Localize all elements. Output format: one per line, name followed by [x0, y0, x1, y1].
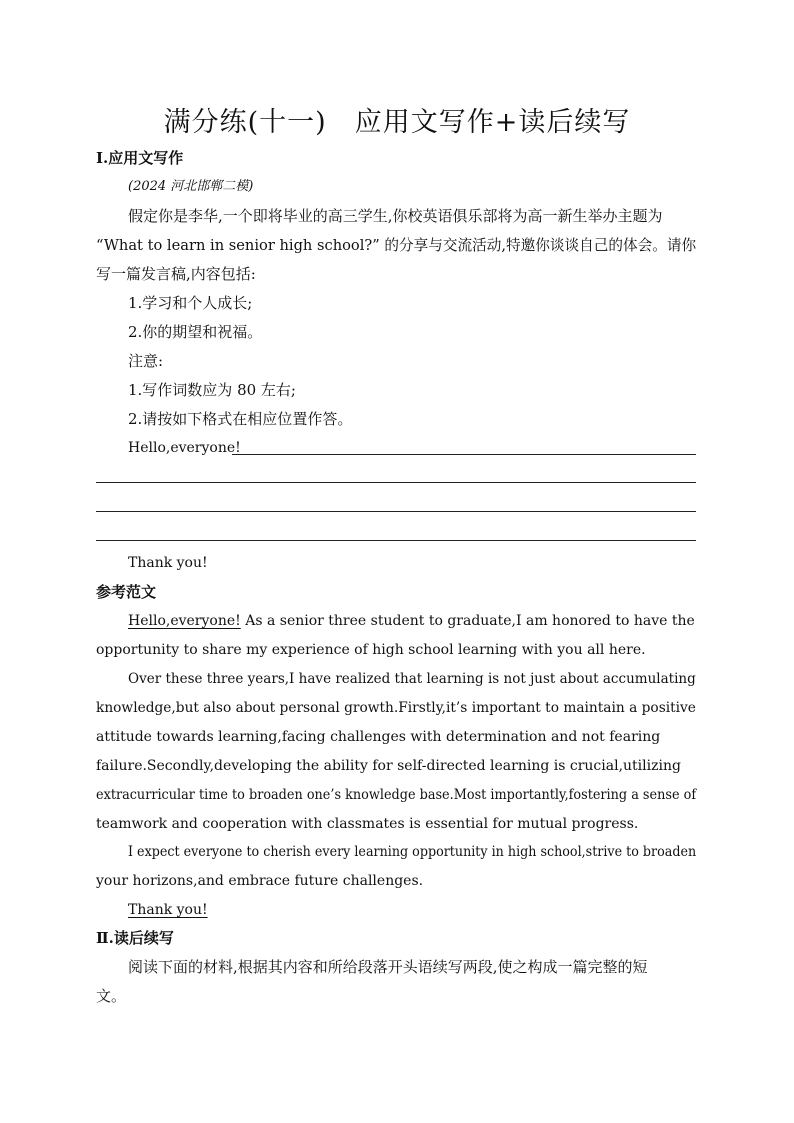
- answer-line-3[interactable]: [96, 511, 696, 512]
- sample-p1-line1-rest: As a senior three student to graduate,I am honored to have the: [240, 613, 695, 629]
- section2-instruction-line2: 文。: [96, 987, 127, 1005]
- answer-line-4[interactable]: [96, 540, 696, 541]
- section2-instruction-line1: 阅读下面的材料,根据其内容和所给段落开头语续写两段,使之构成一篇完整的短: [128, 958, 648, 976]
- sample-p1-line1: [128, 611, 695, 631]
- sample-p1-line2: opportunity to share my experience of high school learning with you all here.: [96, 642, 646, 658]
- sample-closing: Thank you!: [128, 902, 208, 918]
- source-note: (2024 河北邯郸二模): [128, 179, 254, 194]
- prompt-line-1: 假定你是李华,一个即将毕业的高三学生,你校英语俱乐部将为高一新生举办主题为: [128, 207, 663, 225]
- content-point-1: 1.学习和个人成长;: [128, 294, 253, 312]
- sample-p2-line5: extracurricular time to broaden one’s knowledge base.Most importantly,fostering a sense of: [96, 787, 697, 803]
- greeting-text: Hello,everyone!: [128, 440, 241, 456]
- note-1: 1.写作词数应为 80 左右;: [128, 381, 296, 399]
- note-label: 注意:: [128, 352, 164, 370]
- prompt-line-3: 写一篇发言稿,内容包括:: [96, 265, 256, 283]
- page-title: 满分练(十一) 应用文写作+读后续写: [163, 107, 631, 138]
- sample-p2-line2: knowledge,but also about personal growth.Firstly,it’s important to maintain a positive: [96, 700, 696, 716]
- sample-p3-line2: your horizons,and embrace future challenges.: [96, 873, 424, 889]
- sample-p2-line3: attitude towards learning,facing challenges with determination and not fearing: [96, 729, 661, 745]
- sample-p3-line1: I expect everyone to cherish every learning opportunity in high school,strive to broaden: [128, 844, 697, 860]
- content-point-2: 2.你的期望和祝福。: [128, 323, 263, 341]
- note-2: 2.请按如下格式在相应位置作答。: [128, 410, 353, 428]
- answer-line-1[interactable]: [232, 454, 696, 455]
- sample-greeting: Hello,everyone!: [128, 613, 241, 629]
- prompt-line-2: “What to learn in senior high school?” 的分享与交流活动,特邀你谈谈自己的体会。请你: [96, 236, 697, 254]
- sample-p2-line1: Over these three years,I have realized that learning is not just about accumulating: [128, 671, 696, 687]
- closing-text: Thank you!: [128, 555, 208, 571]
- section2-heading: Ⅱ.读后续写: [96, 929, 174, 947]
- sample-heading: 参考范文: [96, 583, 157, 601]
- section1-heading: Ⅰ.应用文写作: [96, 149, 184, 167]
- sample-p2-line4: failure.Secondly,developing the ability for self-directed learning is crucial,utilizing: [96, 758, 681, 774]
- sample-p2-line6: teamwork and cooperation with classmates is essential for mutual progress.: [96, 816, 639, 832]
- answer-line-2[interactable]: [96, 482, 696, 483]
